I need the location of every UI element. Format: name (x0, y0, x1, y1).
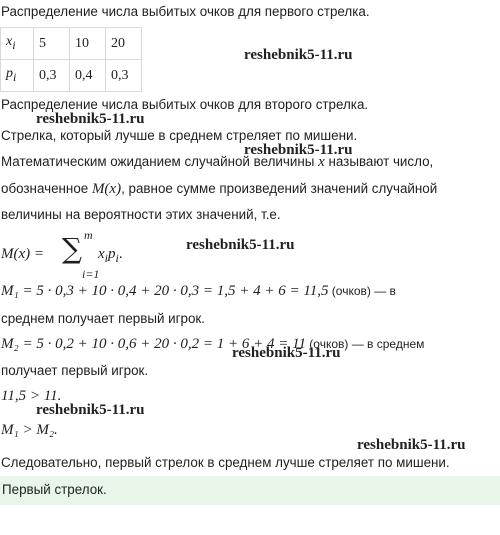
watermark: reshebnik5-11.ru (36, 111, 145, 127)
table-cell: 0,3 (106, 60, 142, 92)
table-cell: 5 (34, 28, 70, 60)
comparison-expectations: M₁ > M₂. (1, 422, 58, 438)
answer-block (0, 476, 500, 505)
watermark: reshebnik5-11.ru (357, 437, 466, 453)
row-x-header: $x_i$ (1, 28, 34, 60)
distribution-table (0, 27, 142, 92)
formula-term: $x_ip_i$. (98, 246, 123, 265)
table-row (1, 60, 142, 92)
table-cell: 0,3 (34, 60, 70, 92)
final-conclusion: Следовательно, первый стрелок в среднем лучше стреляет по мишени. (1, 455, 450, 470)
table-row (1, 28, 142, 60)
definition-line-1: Математическим ожиданием случайной величины x называют число, (1, 154, 434, 170)
question-text: Стрелка, который лучше в среднем стреляет по мишени. (1, 128, 358, 143)
answer-text: Первый стрелок. (2, 482, 107, 497)
m2-calculation: M₂ = 5 · 0,2 + 10 · 0,6 + 20 · 0,2 = 1 + 6 + 4 = 11 (очков) — в среднем (1, 336, 425, 352)
row-p-header: $p_i$ (1, 60, 34, 92)
watermark: reshebnik5-11.ru (36, 402, 145, 418)
m1-calculation: M₁ = 5 · 0,3 + 10 · 0,4 + 20 · 0,3 = 1,5 + 4 + 6 = 11,5 (очков) — в (1, 283, 396, 299)
comparison-values: 11,5 > 11. (1, 388, 62, 404)
sum-sign-icon: ∑ (62, 232, 82, 265)
watermark: reshebnik5-11.ru (232, 345, 341, 361)
m1-conclusion: среднем получает первый игрок. (1, 311, 205, 326)
watermark: reshebnik5-11.ru (244, 47, 353, 63)
intro-first-shooter: Распределение числа выбитых очков для первого стрелка. (1, 4, 370, 19)
definition-line-2: обозначенное M(x), равное сумме произведений значений случайной (1, 181, 438, 197)
table-cell: 20 (106, 28, 142, 60)
sum-lower-limit: i=1 (82, 267, 100, 281)
definition-line-3: величины на вероятности этих значений, т.е. (1, 207, 281, 222)
watermark: reshebnik5-11.ru (186, 237, 295, 253)
m2-conclusion: получает первый игрок. (1, 363, 149, 378)
formula-lhs: M(x) = (1, 246, 45, 262)
sum-upper-limit: m (84, 228, 93, 242)
watermark: reshebnik5-11.ru (244, 142, 353, 158)
intro-second-shooter: Распределение числа выбитых очков для второго стрелка. (1, 97, 369, 112)
table-cell: 10 (70, 28, 106, 60)
table-cell: 0,4 (70, 60, 106, 92)
